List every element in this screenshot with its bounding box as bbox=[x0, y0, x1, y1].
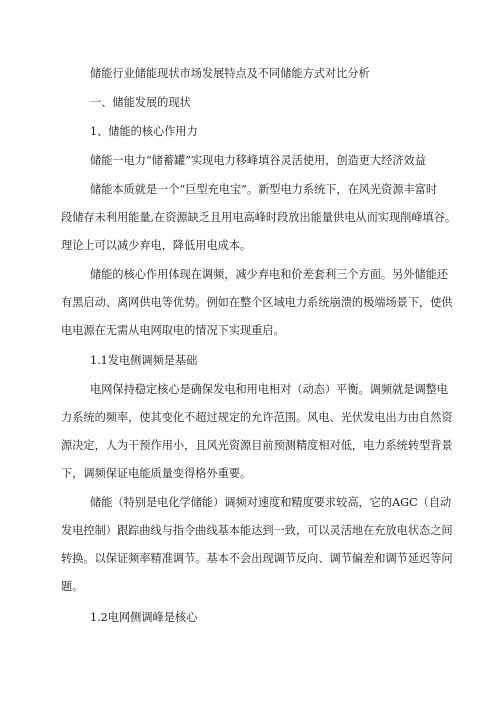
paragraph-line: 理论上可以减少弃电，降低用电成本。 bbox=[61, 239, 252, 252]
subsection-heading: 1.1发电侧调频是基础 bbox=[90, 354, 198, 367]
paragraph-line: 储能（特别是电化学储能）调频对速度和精度要求较高，它的AGC（自动 bbox=[90, 496, 452, 509]
paragraph-line: 储能本质就是一个“巨型充电宝”。新型电力系统下，在风光资源丰富时 bbox=[90, 183, 438, 196]
paragraph-line: 发电控制）跟踪曲线与指令曲线基本能达到一致，可以灵活地在充放电状态之间 bbox=[61, 524, 453, 537]
paragraph-line: 下，调频保证电能质量变得格外重要。 bbox=[61, 467, 252, 480]
subsection-heading: 1.2电网侧调峰是核心 bbox=[90, 611, 198, 624]
paragraph-line: 电网保持稳定核心是确保发电和用电相对（动态）平衡。调频就是调整电 bbox=[90, 383, 449, 396]
document-title: 储能行业储能现状市场发展特点及不同储能方式对比分析 bbox=[90, 67, 370, 80]
paragraph-line: 力系统的频率，使其变化不超过规定的允许范围。风电、光伏发电出力由自然资 bbox=[61, 411, 453, 424]
paragraph-line: 源决定，人为干预作用小，且风光资源目前预测精度相对低，电力系统转型背景 bbox=[61, 439, 453, 452]
subsection-heading: 1、储能的核心作用力 bbox=[90, 125, 198, 138]
paragraph-line: 题。 bbox=[61, 580, 84, 593]
paragraph-line: 有黑启动、离网供电等优势。例如在整个区域电力系统崩溃的极端场景下，使供 bbox=[61, 296, 453, 309]
paragraph-line: 储能一电力“储蓄罐”实现电力移峰填谷灵活使用，创造更大经济效益 bbox=[90, 154, 426, 167]
paragraph-line: 储能的核心作用体现在调频，减少弃电和价差套利三个方面。另外储能还 bbox=[90, 268, 449, 281]
paragraph-line: 段储存未利用能量,在资源缺乏且用电高峰时段放出能量供电从而实现削峰填谷。 bbox=[61, 211, 457, 224]
paragraph-line: 转换。以保证频率精准调节。基本不会出现调节反向、调节偏差和调节延迟等问 bbox=[61, 552, 453, 565]
paragraph-line: 电电源在无需从电网取电的情况下实现重启。 bbox=[61, 324, 285, 337]
section-heading: 一、储能发展的现状 bbox=[90, 96, 191, 109]
